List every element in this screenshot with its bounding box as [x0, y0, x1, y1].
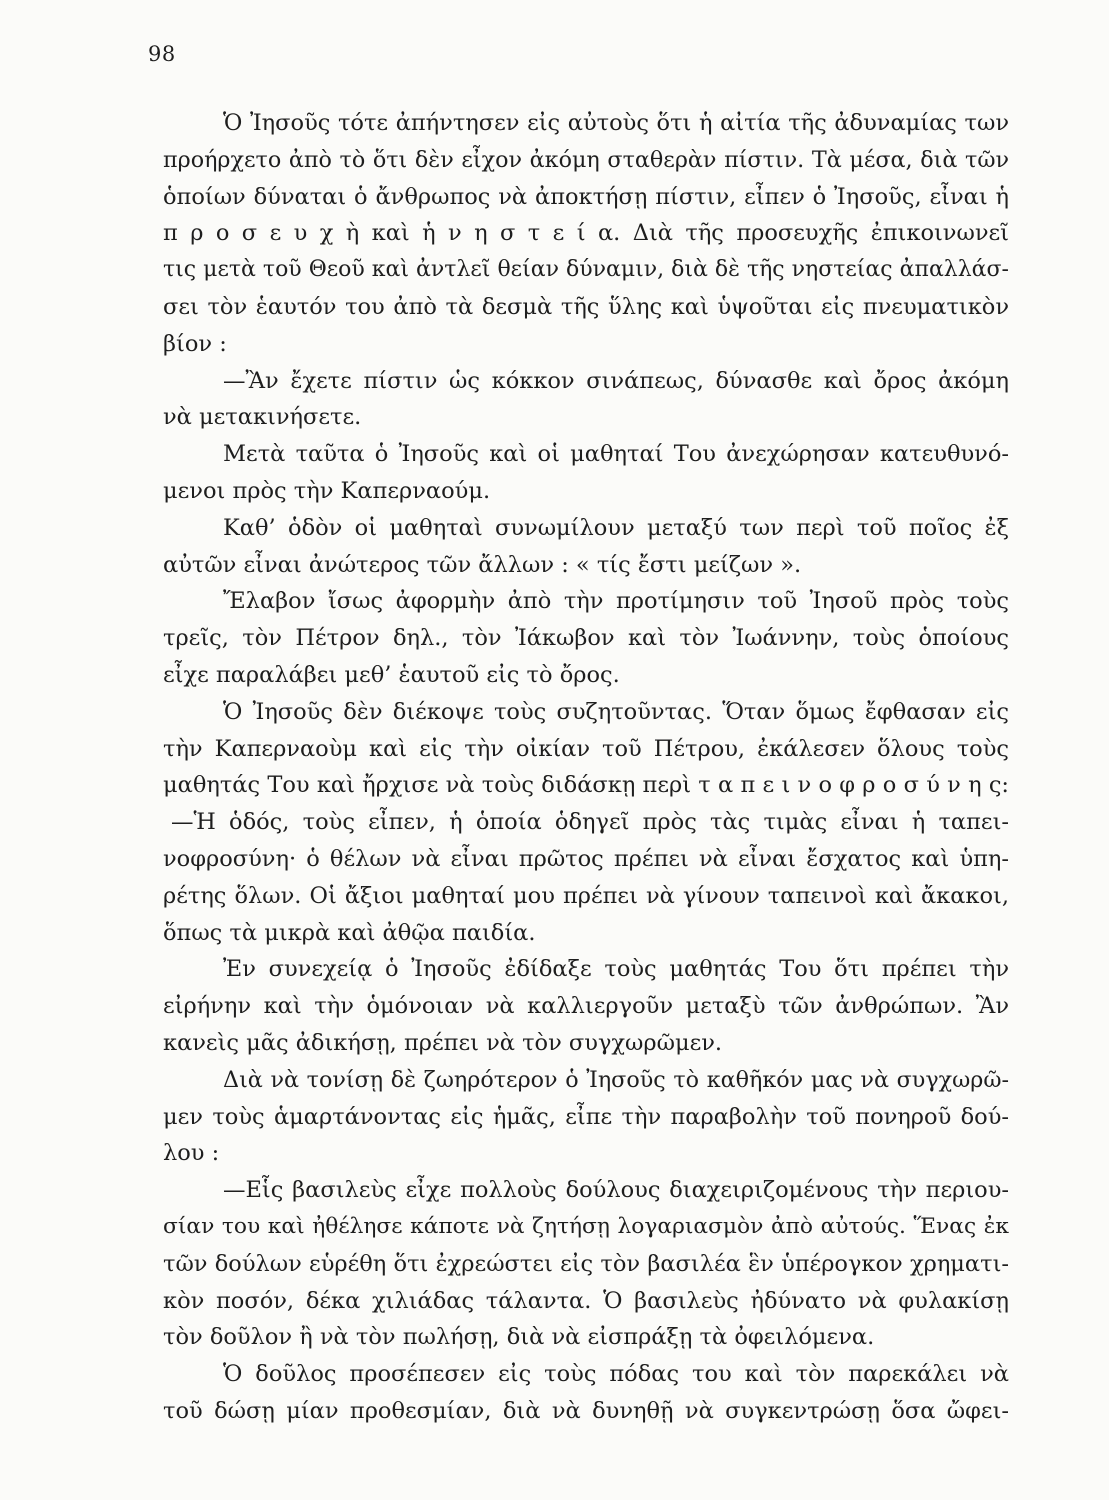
text-line: Διὰ νὰ τονίσῃ δὲ ζωηρότερον ὁ Ἰησοῦς τὸ καθῆκόν μας νὰ συγχωρῶ- [223, 1066, 1009, 1093]
text-line: Ἔλαβον ἴσως ἀφορμὴν ἀπὸ τὴν προτίμησιν τοῦ Ἰησοῦ πρὸς τοὺς [223, 588, 1009, 615]
text-line: —Ἂν ἔχετε πίστιν ὡς κόκκον σινάπεως, δύνασθε καὶ ὄρος ἀκόμη [223, 367, 1009, 394]
text-line: σει τὸν ἑαυτόν του ἀπὸ τὰ δεσμὰ τῆς ὕλης καὶ ὑψοῦται εἰς πνευματικὸν [163, 293, 1009, 320]
text-line: ὁποίων δύναται ὁ ἄνθρωπος νὰ ἀποκτήσῃ πίστιν, εἶπεν ὁ Ἰησοῦς, εἶναι ἡ [163, 183, 1009, 210]
text-line: Καθ’ ὁδὸν οἱ μαθηταὶ συνωμίλουν μεταξύ των περὶ τοῦ ποῖος ἐξ [223, 514, 1009, 541]
text-line: Ὁ Ἰησοῦς δὲν διέκοψε τοὺς συζητοῦντας. Ὅταν ὅμως ἔφθασαν εἰς [223, 698, 1009, 725]
text-line: Μετὰ ταῦτα ὁ Ἰησοῦς καὶ οἱ μαθηταί Του ἀνεχώρησαν κατευθυνό- [223, 441, 1009, 468]
text-line: σίαν του καὶ ἠθέλησε κάποτε νὰ ζητήσῃ λογαριασμὸν ἀπὸ αὐτούς. Ἕνας ἐκ [163, 1213, 1009, 1239]
text-line: τὸν δοῦλον ἢ νὰ τὸν πωλήσῃ, διὰ νὰ εἰσπράξῃ τὰ ὀφειλόμενα. [163, 1324, 875, 1351]
text-line: —Εἷς βασιλεὺς εἶχε πολλοὺς δούλους διαχειριζομένους τὴν περιου- [223, 1177, 1009, 1204]
text-line: νὰ μετακινήσετε. [163, 404, 362, 431]
text-line: π ρ ο σ ε υ χ ὴ καὶ ἡ ν η σ τ ε ί α. Διὰ τῆς προσευχῆς ἐπικοινωνεῖ [163, 220, 1009, 247]
text-line: ὅπως τὰ μικρὰ καὶ ἀθῷα παιδία. [163, 919, 536, 946]
body-text [163, 105, 1009, 1430]
text-line: Ὁ Ἰησοῦς τότε ἀπήντησεν εἰς αὐτοὺς ὅτι ἡ αἰτία τῆς ἀδυναμίας των [223, 110, 1009, 136]
text-line: κὸν ποσόν, δέκα χιλιάδας τάλαντα. Ὁ βασιλεὺς ἠδύνατο νὰ φυλακίσῃ [163, 1287, 1009, 1314]
text-line: μεν τοὺς ἁμαρτάνοντας εἰς ἡμᾶς, εἶπε τὴν παραβολὴν τοῦ πονηροῦ δού- [163, 1103, 1009, 1130]
text-line: τῶν δούλων εὑρέθη ὅτι ἐχρεώστει εἰς τὸν βασιλέα ἓν ὑπέρογκον χρηματι- [163, 1250, 1009, 1277]
text-line: Ὁ δοῦλος προσέπεσεν εἰς τοὺς πόδας του καὶ τὸν παρεκάλει νὰ [223, 1361, 1009, 1388]
text-line: προήρχετο ἀπὸ τὸ ὅτι δὲν εἶχον ἀκόμη σταθερὰν πίστιν. Τὰ μέσα, διὰ τῶν [163, 146, 1009, 173]
text-line: αὐτῶν εἶναι ἀνώτερος τῶν ἄλλων : « τίς ἔστι μείζων ». [163, 551, 802, 578]
text-line: μενοι πρὸς τὴν Καπερναούμ. [163, 477, 491, 504]
page-number: 98 [148, 42, 176, 66]
text-line: βίον : [163, 330, 227, 357]
text-line: εἶχε παραλάβει μεθ’ ἑαυτοῦ εἰς τὸ ὄρος. [163, 661, 620, 688]
text-line: νοφροσύνη· ὁ θέλων νὰ εἶναι πρῶτος πρέπει νὰ εἶναι ἔσχατος καὶ ὑπη- [163, 845, 1009, 872]
text-line: ρέτης ὅλων. Οἱ ἄξιοι μαθηταί μου πρέπει νὰ γίνουν ταπεινοὶ καὶ ἄκακοι, [163, 882, 1009, 909]
text-line: τὴν Καπερναοὺμ καὶ εἰς τὴν οἰκίαν τοῦ Πέτρου, ἐκάλεσεν ὅλους τοὺς [163, 735, 1009, 762]
text-line: κανεὶς μᾶς ἀδικήσῃ, πρέπει νὰ τὸν συγχωρῶμεν. [163, 1029, 723, 1056]
text-line: —Ἡ ὁδός, τοὺς εἶπεν, ἡ ὁποία ὁδηγεῖ πρὸς τὰς τιμὰς εἶναι ἡ ταπει- [171, 809, 1009, 836]
text-line: τοῦ δώσῃ μίαν προθεσμίαν, διὰ νὰ δυνηθῇ νὰ συγκεντρώσῃ ὅσα ὤφει- [163, 1397, 1009, 1424]
text-line: τις μετὰ τοῦ Θεοῦ καὶ ἀντλεῖ θείαν δύναμιν, διὰ δὲ τῆς νηστείας ἀπαλλάσ- [163, 257, 1009, 283]
text-line: εἰρήνην καὶ τὴν ὁμόνοιαν νὰ καλλιεργοῦν μεταξὺ τῶν ἀνθρώπων. Ἂν [163, 993, 1009, 1020]
text-line: τρεῖς, τὸν Πέτρον δηλ., τὸν Ἰάκωβον καὶ τὸν Ἰωάννην, τοὺς ὁποίους [163, 625, 1009, 652]
text-line: λου : [163, 1140, 220, 1167]
text-line: Ἐν συνεχείᾳ ὁ Ἰησοῦς ἐδίδαξε τοὺς μαθητάς Του ὅτι πρέπει τὴν [223, 956, 1009, 983]
text-line: μαθητάς Του καὶ ἤρχισε νὰ τοὺς διδάσκῃ περὶ τ α π ε ι ν ο φ ρ ο σ ύ ν η ς: [163, 772, 1009, 799]
